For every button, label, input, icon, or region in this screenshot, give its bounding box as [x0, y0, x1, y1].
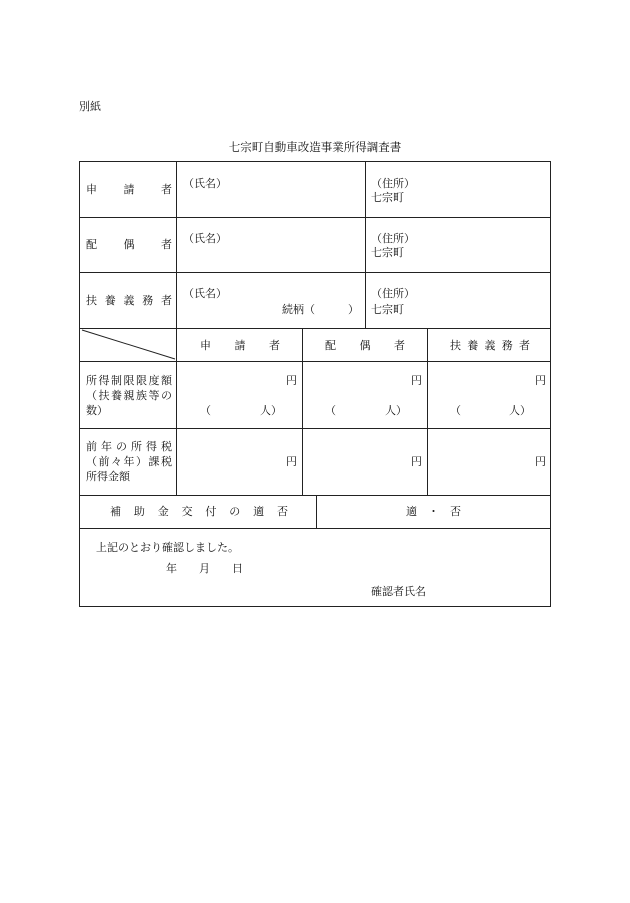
spouse-label: 配 偶 者	[86, 238, 172, 251]
diagonal-header-cell	[80, 328, 177, 362]
applicant-label: 申 請 者	[86, 183, 172, 196]
relationship-label: 続柄（ ）	[282, 303, 359, 316]
confirmer-name-label: 確認者氏名	[371, 585, 426, 598]
yen-unit: 円	[535, 374, 546, 387]
row-divider	[80, 528, 550, 529]
applicant-address-value: 七宗町	[371, 191, 404, 204]
income-survey-form	[79, 161, 551, 607]
row-divider	[80, 495, 550, 496]
income-limit-label-line3: 数）	[86, 404, 108, 417]
subsidy-eligibility-label: 補 助 金 交 付 の 適 否	[110, 505, 288, 518]
tax-label-line3: 所得金額	[86, 470, 130, 483]
persons-unit: 人）	[260, 404, 282, 417]
column-divider	[427, 328, 428, 495]
dependent-obligor-name-label: （氏名）	[183, 287, 227, 300]
income-limit-label-line1: 所得制限限度額	[86, 374, 172, 387]
document-title: 七宗町自動車改造事業所得調査書	[228, 140, 402, 154]
yen-unit: 円	[286, 374, 297, 387]
column-divider	[302, 328, 303, 495]
applicant-address-label: （住所）	[371, 177, 415, 190]
spouse-address-value: 七宗町	[371, 246, 404, 259]
dependent-obligor-label: 扶 養 義 務 者	[86, 294, 172, 307]
confirmation-date: 年 月 日	[166, 562, 243, 575]
persons-paren-open: （	[325, 404, 336, 417]
yen-unit: 円	[411, 374, 422, 387]
column-header-spouse: 配 偶 者	[325, 339, 405, 352]
income-limit-label-line2: （扶養親族等の	[86, 389, 172, 402]
yen-unit: 円	[411, 455, 422, 468]
subsidy-choice: 適 ・ 否	[406, 505, 461, 518]
yen-unit: 円	[535, 455, 546, 468]
spouse-name-label: （氏名）	[183, 232, 227, 245]
spouse-address-label: （住所）	[371, 232, 415, 245]
persons-paren-open: （	[200, 404, 211, 417]
tax-label-line1: 前年の所得税	[86, 440, 172, 453]
persons-unit: 人）	[509, 404, 531, 417]
row-divider	[80, 217, 550, 218]
persons-unit: 人）	[385, 404, 407, 417]
dependent-obligor-address-label: （住所）	[371, 287, 415, 300]
attachment-label: 別紙	[79, 100, 101, 113]
row-divider	[80, 272, 550, 273]
column-header-applicant: 申 請 者	[200, 339, 280, 352]
row-divider	[80, 428, 550, 429]
dependent-obligor-address-value: 七宗町	[371, 303, 404, 316]
persons-paren-open: （	[450, 404, 461, 417]
column-divider	[365, 162, 366, 328]
applicant-name-label: （氏名）	[183, 177, 227, 190]
yen-unit: 円	[286, 455, 297, 468]
confirmation-statement: 上記のとおり確認しました。	[96, 541, 239, 554]
column-header-dependent-obligor: 扶 養 義 務 者	[450, 339, 530, 352]
tax-label-line2: （前々年）課税	[86, 455, 172, 468]
